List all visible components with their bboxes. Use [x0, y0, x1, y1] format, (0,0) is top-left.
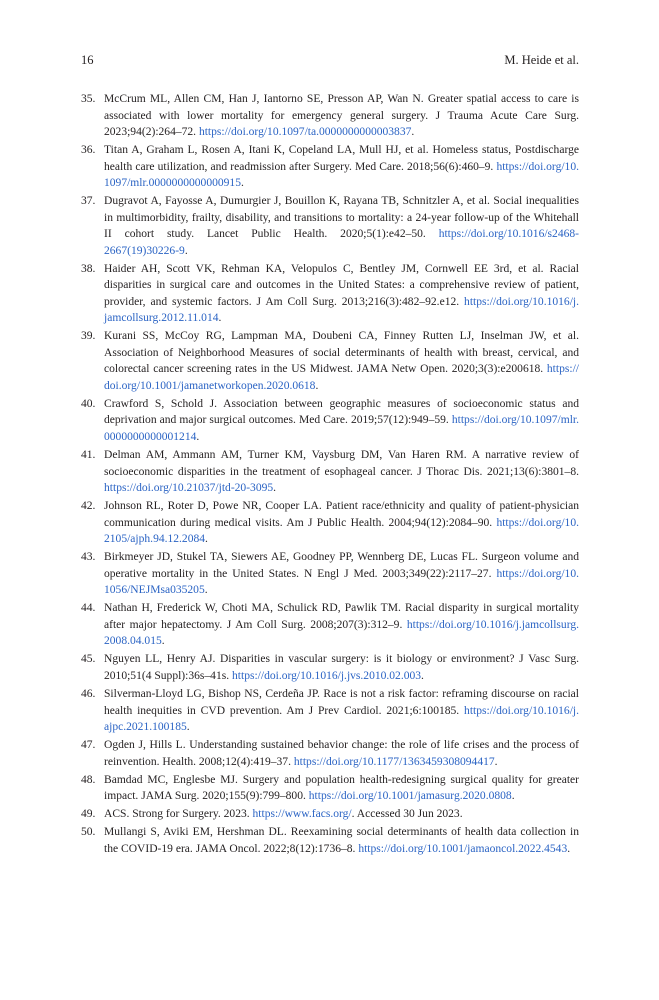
- reference-list: [81, 91, 579, 859]
- reference-trailing: .: [567, 842, 571, 855]
- reference-trailing: .: [315, 379, 319, 392]
- reference-text: Johnson RL, Roter D, Powe NR, Cooper LA. Patient race/ethnicity and quality of patient-physician communication during medical visits. Am J Public Health. 2004;94(12):2084–90.: [104, 500, 579, 529]
- reference-text: Dugravot A, Fayosse A, Dumurgier J, Bouillon K, Rayana TB, Schnitzler A, et al. Social inequalities in multimorbidity, frailty, disability, and transitions to mortality: a 24-year follow-up of the Whitehall II cohort study. Lancet Public Health. 2020;5(1):e42–50.: [104, 195, 579, 241]
- reference-text: Nguyen LL, Henry AJ. Disparities in vascular surgery: is it biology or environment? J Vasc Surg. 2010;51(4 Suppl):36s–41s.: [104, 653, 579, 682]
- reference-text: Delman AM, Ammann AM, Turner KM, Vaysburg DM, Van Haren RM. A narrative review of socioeconomic disparities in the treatment of esophageal cancer. J Thorac Dis. 2021;13(6):3801–8.: [104, 449, 579, 478]
- reference-item: [81, 498, 579, 548]
- reference-text: Titan A, Graham L, Rosen A, Itani K, Copeland LA, Mull HJ, et al. Homeless status, Postdischarge health care utilization, and readmission after Surgery. Med Care. 2018;56(6):460–9.: [104, 144, 579, 173]
- reference-text: Bamdad MC, Englesbe MJ. Surgery and population health-redesigning surgical quality for greater impact. JAMA Surg. 2020;155(9):799–800.: [104, 773, 579, 803]
- reference-number: 41.: [81, 449, 96, 462]
- reference-trailing: .: [184, 244, 188, 257]
- doi-link[interactable]: https:/​/​doi.​org/​10.​1001/​jamanetworkopen.​2020.​0618: [104, 363, 579, 392]
- reference-item: [81, 737, 579, 770]
- reference-item: [81, 261, 579, 327]
- reference-trailing: .: [196, 430, 200, 443]
- doi-link[interactable]: https:/​/​doi.​org/​10.​1177/​1363459308094417: [293, 755, 495, 768]
- running-head: M. Heide et al.: [504, 53, 579, 67]
- reference-trailing: .: [186, 721, 190, 734]
- reference-number: 48.: [81, 773, 96, 786]
- reference-number: 38.: [81, 262, 96, 275]
- reference-trailing: .: [421, 669, 424, 682]
- reference-number: 49.: [81, 808, 96, 821]
- reference-text: Haider AH, Scott VK, Rehman KA, Velopulos C, Bentley JM, Cornwell EE 3rd, et al. Racial disparities in surgical care and outcomes in the United States: a comprehensive review of patient, provider, and systemic factors. J Am Coll Surg. 2013;216(3):482–92.e12.: [104, 262, 579, 308]
- reference-number: 36.: [81, 144, 96, 157]
- reference-item: [81, 447, 579, 497]
- reference-number: 43.: [81, 551, 96, 564]
- reference-item: [81, 600, 579, 650]
- reference-trailing: .: [494, 755, 498, 768]
- reference-text: McCrum ML, Allen CM, Han J, Iantorno SE, Presson AP, Wan N. Greater spatial access to care is associated with lower mortality for emergency general surgery. J Trauma Acute Care Surg. 2023;94(2):264–72.: [104, 93, 579, 138]
- reference-item: [81, 91, 579, 141]
- reference-text: Nathan H, Frederick W, Choti MA, Schulick RD, Pawlik TM. Racial disparity in surgical mortality after major hepatectomy. J Am Coll Surg. 2008;207(3):312–9.: [104, 602, 579, 631]
- page-header: [81, 52, 579, 68]
- reference-item: [81, 824, 579, 857]
- reference-text: ACS. Strong for Surgery. 2023.: [104, 808, 253, 821]
- reference-item: [81, 193, 579, 259]
- reference-number: 39.: [81, 330, 96, 343]
- doi-link[interactable]: https:/​/​doi.​org/​10.​1016/​j.​jamcollsurg.​2012.​11.​014: [104, 295, 579, 325]
- doi-link[interactable]: https:/​/​doi.​org/​10.​1016/​j.​jvs.​2010.​02.​003: [232, 669, 422, 682]
- reference-trailing: .: [511, 790, 515, 803]
- reference-text: Silverman-Lloyd LG, Bishop NS, Cerdeña JP. Race is not a risk factor: reframing discourse on racial health inequities in CVD prevention. Am J Prev Cardiol. 2021;6:100185.: [104, 688, 579, 717]
- doi-link[interactable]: https:/​/​doi.​org/​10.​1016/​s2468-2667(19)30226-9: [104, 228, 579, 257]
- reference-item: [81, 651, 579, 684]
- reference-item: [81, 142, 579, 192]
- reference-trailing: .: [161, 635, 165, 648]
- doi-link[interactable]: https:/​/​doi.​org/​10.​1001/​jamasurg.​2020.​0808: [308, 790, 512, 803]
- reference-item: [81, 772, 579, 805]
- reference-number: 45.: [81, 653, 96, 666]
- reference-item: [81, 328, 579, 394]
- reference-text: Crawford S, Schold J. Association between geographic measures of socioeconomic status and deprivation and major surgical outcomes. Med Care. 2019;57(12):949–59.: [104, 397, 579, 427]
- doi-link[interactable]: https:/​/​doi.​org/​10.​2105/​ajph.​94.​12.​2084: [104, 516, 579, 546]
- reference-trailing: . Accessed 30 Jun 2023.: [351, 808, 463, 821]
- reference-number: 35.: [81, 93, 96, 105]
- reference-number: 42.: [81, 500, 96, 513]
- reference-trailing: .: [240, 177, 244, 190]
- reference-number: 40.: [81, 397, 96, 410]
- doi-link[interactable]: https:/​/​doi.​org/​10.​1001/​jamaoncol.​2022.​4543: [358, 842, 568, 855]
- reference-item: [81, 806, 579, 823]
- doi-link[interactable]: https:/​/​doi.​org/​10.​1097/​ta.​0000000000003837: [198, 126, 412, 138]
- reference-number: 37.: [81, 195, 96, 208]
- reference-number: 50.: [81, 826, 96, 839]
- reference-number: 44.: [81, 602, 96, 615]
- reference-item: [81, 396, 579, 446]
- reference-trailing: .: [411, 126, 415, 138]
- reference-text: Kurani SS, McCoy RG, Lampman MA, Doubeni CA, Finney Rutten LJ, Inselman JW, et al. Association of Neighborhood Measures of social determinants of health with breast, cervical, and colorectal cancer screening rates in the US Midwest. JAMA Netw Open. 2020;3(3):e200618.: [104, 330, 579, 376]
- reference-text: Birkmeyer JD, Stukel TA, Siewers AE, Goodney PP, Wennberg DE, Lucas FL. Surgeon volume and operative mortality in the United States. N Engl J Med. 2003;349(22):2117–27.: [104, 551, 579, 580]
- reference-text: Ogden J, Hills L. Understanding sustained behavior change: the role of life crises and the process of reinvention. Health. 2008;12(4):419–37.: [104, 739, 579, 768]
- reference-trailing: .: [204, 584, 208, 597]
- reference-text: Mullangi S, Aviki EM, Hershman DL. Reexamining social determinants of health data collection in the COVID-19 era. JAMA Oncol. 2022;8(12):1736–8.: [104, 826, 579, 855]
- doi-link[interactable]: https:/​/​doi.​org/​10.​1097/​mlr.​0000000000001214: [104, 414, 579, 443]
- doi-link[interactable]: https:/​/​doi.​org/​10.​21037/​jtd-20-3095: [104, 482, 274, 495]
- reference-item: [81, 549, 579, 599]
- website-link[interactable]: https:/​/​www.​facs.​org/​: [252, 808, 352, 821]
- reference-trailing: .: [218, 312, 222, 325]
- doi-link[interactable]: https:/​/​doi.​org/​10.​1056/​NEJMsa035205: [104, 567, 579, 597]
- reference-number: 47.: [81, 739, 96, 752]
- reference-item: [81, 686, 579, 736]
- page-number: 16: [81, 53, 94, 67]
- reference-number: 46.: [81, 688, 96, 701]
- doi-link[interactable]: https:/​/​doi.​org/​10.​1097/​mlr.​0000000000000915: [104, 160, 579, 190]
- reference-trailing: .: [273, 482, 277, 495]
- doi-link[interactable]: https:/​/​doi.​org/​10.​1016/​j.​ajpc.​2021.​100185: [104, 704, 579, 734]
- reference-trailing: .: [205, 533, 208, 546]
- doi-link[interactable]: https:/​/​doi.​org/​10.​1016/​j.​jamcollsurg.​2008.​04.​015: [104, 618, 579, 648]
